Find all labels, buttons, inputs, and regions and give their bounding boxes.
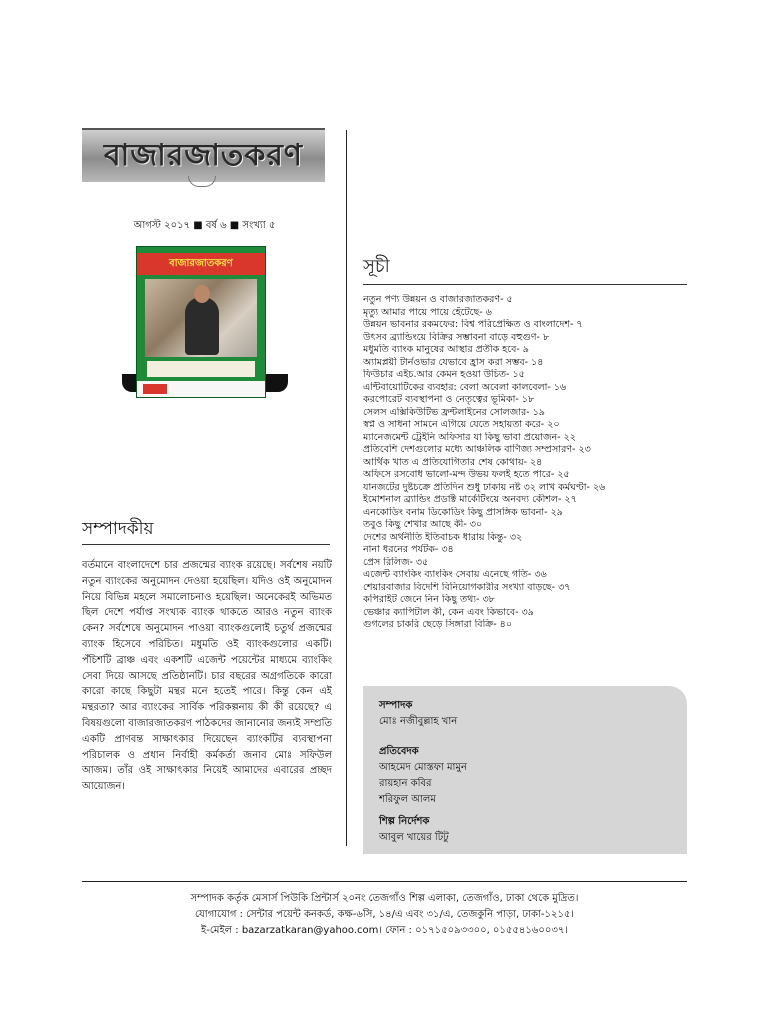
footer-contact-line: ই-মেইল : bazarzatkaran@yahoo.com। ফোন : ০১৭১৫০৯৩৩০০, ০১৫৫৪১৬০০৩৭।: [201, 925, 568, 936]
masthead-title: বাজারজাতকরণ: [103, 137, 304, 173]
contents-item: ভেঞ্চার ক্যাপিটাল কী, কেন এবং কিভাবে- ৩৯: [363, 606, 534, 618]
contents-item: সেলস এক্সিকিউটিভ ফ্রন্টলাইনের সোলজার- ১৯: [363, 406, 545, 418]
contents-item: করপোরেট ব্যবস্থাপনা ও নেতৃত্বের ভূমিকা- ১৮: [363, 394, 535, 405]
contents-item: স্বপ্ন ও সাধনা সামনে এগিয়ে যেতে সহায়তা করে- ২০: [363, 419, 560, 430]
art-director-label: শিল্প নির্দেশক: [379, 816, 430, 827]
cover-title: বাজারজাতকরণ: [137, 253, 265, 275]
contents-item: মৃত্যু আমার পায়ে পায়ে হেঁটেছে- ৬: [363, 306, 492, 318]
contents-item: কপিরাইট জেনে নিন কিছু তথ্য- ৩৮: [363, 594, 495, 605]
cover-person-head: [194, 285, 210, 303]
cover-image: [136, 246, 266, 398]
contents-item: যানজটের দুষ্টচক্রে প্রতিদিন শুধু ঢাকায় নষ্ট ৩২ লাখ কর্মঘণ্টা- ২৬: [363, 481, 606, 493]
contents-item: প্রেস রিলিজ- ৩৫: [363, 556, 429, 568]
masthead-logo: [82, 128, 325, 182]
issue-line: আগস্ট ২০১৭ ■ বর্ষ ৬ ■ সংখ্যা ৫: [133, 220, 276, 231]
editor-name: মোঃ নজীবুল্লাহ খান: [379, 716, 458, 727]
contents-item: শেয়ারবাজার বিদেশি বিনিয়োগকারীর সংখ্যা বাড়ছে- ৩৭: [363, 581, 571, 593]
cover-person: [185, 297, 219, 355]
cover-photo: [145, 279, 257, 357]
contents-item: নানা ধরনের পর্যটক- ৩৪: [363, 544, 454, 555]
cover-logo: [143, 384, 167, 394]
contents-item: ফিউচার এইচ.আর কেমন হওয়া উচিত- ১৫: [363, 369, 525, 380]
contents-item: ইমোশনাল ব্র্যান্ডিং প্রডাক্ট মার্কেটিংয়ে অনবদ্য কৌশল- ২৭: [363, 494, 577, 505]
contents-item: অফিসে রসবোধ ভালো-মন্দ উভয় ফলই হতে পারে- ২৫: [363, 469, 570, 480]
contents-divider: [363, 284, 687, 285]
contents-item: অ্যামপ্লয়ী টার্নওভার যেভাবে হ্রাস করা সম্ভব- ১৪: [363, 356, 544, 368]
contents-list: [363, 294, 687, 632]
masthead-emblem: [188, 176, 216, 187]
contents-heading: সূচী: [363, 256, 390, 277]
editorial-divider: [82, 544, 330, 545]
contents-item: প্রতিবেশি দেশগুলোর মধ্যে আঞ্চলিক বাণিজ্য সম্প্রসারণ- ২৩: [363, 444, 591, 455]
contents-item: এন্টিবায়োটিকের ব্যবহার: বেলা অবেলা কালবেলা- ১৬: [363, 381, 567, 393]
editorial-body: বর্তমানে বাংলাদেশে চার প্রজন্মের ব্যাংক রয়েছে। সর্বশেষ নয়টি নতুন ব্যাংকের অনুমোদন দেওয়া হয়েছিল। যদিও ওই অনুমোদন নিয়ে বিভিন্ন মহলে সমালোচনাও হয়েছিল। অনেকেরই অভিমত ছিল দেশে পর্যাপ্ত সংখ্যক ব্যাংক থাকতে আরও নতুন ব্যাংক কেন? সর্বশেষে অনুমোদন পাওয়া ব্যাংকগুলোই চতুর্থ প্রজন্মের ব্যাংক হিসেবে পরিচিত। মধুমতি ওই ব্যাংকগুলোর একটি। পঁচিশটি ব্রাঞ্চ এবং একশটি এজেন্ট পয়েন্টের মাধ্যমে ব্যাংকিং সেবা দিয়ে আসছে প্রতিষ্ঠানটি। চার বছরের অগ্রগতিকে কারো কারো কাছে কিছুটা মন্থর মনে হতেই পারে। কিন্তু কেন এই মন্থরতা? আর ব্যাংকের সার্বিক পরিকল্পনায় কী কী রয়েছে? এ বিষয়গুলো বাজারজাতকরণ পাঠকদের জানানোর জন্যই সম্প্রতি একটি প্রাণবন্ত সাক্ষাৎকার দিয়েছেন ব্যাংকটির ব্যবস্থাপনা পরিচালক ও প্রধান নির্বাহী কর্মকর্তা জনাব মোঃ সফিউল আজম। তাঁর ওই সাক্ষাৎকার নিয়েই আমাদের এবারের প্রচ্ছদ আয়োজন।: [82, 560, 332, 793]
contents-item: আর্থিক খাত এ প্রতিযোগিতার শেষ কোথায়- ২৪: [363, 456, 543, 468]
contents-item: নতুন পণ্য উন্নয়ন ও বাজারজাতকরণ- ৫: [363, 294, 513, 305]
reporter-name: রায়হান কবির: [379, 778, 432, 789]
contents-item: মধুমতি ব্যাংক মানুষের আস্থার প্রতীক হবে- ৯: [363, 344, 529, 355]
editor-label: সম্পাদক: [379, 700, 413, 711]
column-divider: [346, 130, 347, 846]
contents-item: এনকোডিং বনাম ডিকোডিং কিছু প্রাসঙ্গিক ভাবনা- ২৯: [363, 506, 563, 518]
footer-divider: [82, 881, 687, 882]
contents-item: গুগলের চাকরি ছেড়ে সিঙ্গারা বিক্রি- ৪০: [363, 619, 513, 630]
reporter-name: শরিফুল আলম: [379, 794, 436, 805]
credits-box: [363, 686, 687, 854]
contents-item: উৎসব ব্র্যান্ডিংয়ে বিক্রির সম্ভাবনা বাড়ে বহুগুণ- ৮: [363, 331, 550, 343]
editorial-heading: সম্পাদকীয়: [82, 519, 154, 539]
reporter-label: প্রতিবেদক: [379, 746, 419, 757]
contents-item: উন্নয়ন ভাবনার রকমফের: বিশ্ব পরিপ্রেক্ষিত ও বাংলাদেশ- ৭: [363, 319, 583, 330]
contents-item: এজেন্ট ব্যাংকিং ব্যাংকিং সেবায় এনেছে গতি- ৩৬: [363, 569, 547, 580]
art-director-name: আবুল খায়ের টিটু: [379, 832, 449, 843]
contents-item: তবুও কিছু শেখার আছে কী- ৩০: [363, 519, 483, 530]
cover-footer-strip: [137, 381, 265, 397]
footer-address-line: যোগাযোগ : সেন্টার পয়েন্ট কনকর্ড, কক্ষ-৬সি, ১৪/এ এবং ৩১/এ, তেজকুনি পাড়া, ঢাকা-১২১৫।: [194, 909, 574, 920]
contents-item: দেশের অর্থনীতি ইতিবাচক ধারায় কিন্তু- ৩২: [363, 531, 523, 543]
reporter-name: আহমেদ মোস্তফা মামুন: [379, 762, 467, 773]
contents-item: ম্যানেজমেন্ট ট্রেইনি অফিসার যা কিছু ভাবা প্রয়োজন- ২২: [363, 431, 576, 443]
footer-printer-line: সম্পাদক কর্তৃক মেসার্স পিউকি প্রিন্টার্স ২০নং তেজগাঁও শিল্প এলাকা, তেজগাঁও, ঢাকা থেকে মুদ্রিত।: [190, 893, 579, 904]
cover-caption-strip: [147, 361, 255, 377]
